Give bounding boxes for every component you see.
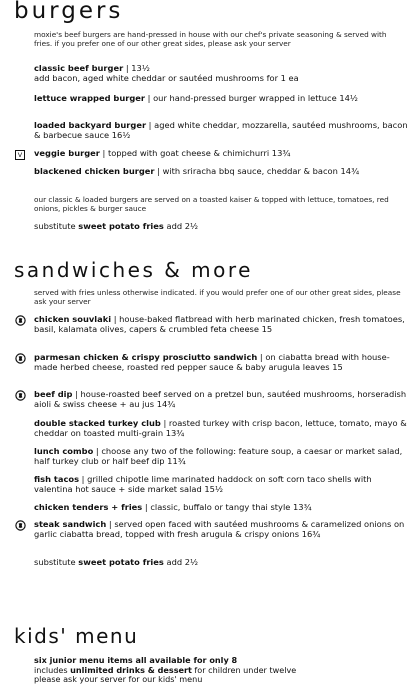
peanut-icon <box>15 353 25 363</box>
item-name: parmesan chicken & crispy prosciutto sandwich <box>34 352 258 362</box>
item-price: 15½ <box>204 484 224 495</box>
menu-item-double-stacked-turkey-club <box>34 418 408 438</box>
kids-line2-suffix: for children under twelve <box>191 664 297 675</box>
peanut-icon <box>15 315 25 325</box>
item-separator: | <box>93 446 102 456</box>
sandwiches-substitute-note <box>34 557 408 567</box>
item-name: steak sandwich <box>34 519 107 529</box>
burgers-note: our classic & loaded burgers are served on a toasted kaiser & topped with lettuce, tomatoes, red onions, pickles & burger sauce <box>34 195 389 214</box>
item-separator: | <box>160 418 169 428</box>
sandwiches-intro: served with fries unless otherwise indicated. if you would prefer one of our other great sides, please ask your server <box>34 288 401 307</box>
burgers-intro: moxie's beef burgers are hand-pressed in house with our chef's private seasoning & served with fries. if you prefer one of our other great sides, please ask your server <box>34 30 387 49</box>
menu-item-fish-tacos <box>34 474 408 494</box>
item-separator: | <box>99 148 108 158</box>
item-description: house-roasted beef served on a pretzel bun, sautéed mushrooms, horseradish aioli & swiss cheese + au jus <box>34 389 407 410</box>
menu-item-classic-beef-burger <box>34 63 408 83</box>
item-price: 13¾ <box>271 148 291 158</box>
sandwiches-section-title: sandwiches & more <box>14 258 253 282</box>
menu-item-veggie-burger <box>34 148 408 158</box>
item-price: 16½ <box>111 130 131 141</box>
item-description: add bacon, aged white cheddar or sautéed mushrooms for 1 ea <box>34 73 299 84</box>
menu-item-loaded-backyard-burger <box>34 120 408 140</box>
kids-line2-prefix: includes <box>34 664 71 675</box>
item-description: aged white cheddar, mozzarella, sautéed mushrooms, bacon & barbecue sauce <box>34 120 408 141</box>
item-description: classic, buffalo or tangy thai style <box>150 502 291 512</box>
item-price: 15 <box>332 362 343 373</box>
item-separator: | <box>145 93 154 103</box>
item-separator: | <box>79 474 88 484</box>
kids-line2-bold: unlimited drinks & dessert <box>70 664 192 675</box>
item-price: 15 <box>261 324 273 335</box>
item-description: grilled chipotle lime marinated haddock on soft corn taco shells with valentina hot sauce + side market salad <box>34 474 372 495</box>
item-separator: | <box>123 63 132 73</box>
substitute-prefix: substitute <box>34 221 79 231</box>
item-separator: | <box>154 166 163 176</box>
menu-item-beef-dip <box>34 389 408 409</box>
item-name: veggie burger <box>34 148 100 158</box>
item-name: lettuce wrapped burger <box>34 93 146 103</box>
kids-menu-section-title: kids' menu <box>14 624 139 648</box>
menu-item-steak-sandwich <box>34 519 408 539</box>
item-price: 16¾ <box>301 529 321 540</box>
substitute-prefix: substitute <box>34 557 79 567</box>
item-name: chicken tenders + fries <box>34 502 143 512</box>
item-separator: | <box>142 502 151 512</box>
menu-item-lettuce-wrapped-burger <box>34 93 408 103</box>
menu-item-blackened-chicken-burger <box>34 166 408 176</box>
item-description: served open faced with sautéed mushrooms & caramelized onions on garlic ciabatta bread, topped with fresh arugula & crispy onions <box>34 519 405 540</box>
peanut-icon <box>15 520 25 530</box>
item-description: with sriracha bbq sauce, cheddar & bacon <box>162 166 338 176</box>
item-name: fish tacos <box>34 474 80 484</box>
item-separator: | <box>106 519 115 529</box>
item-separator: | <box>257 352 266 362</box>
item-name: chicken souvlaki <box>34 314 112 324</box>
item-separator: | <box>146 120 155 130</box>
menu-item-chicken-souvlaki <box>34 314 408 334</box>
menu-item-lunch-combo <box>34 446 408 466</box>
substitute-price: add 2½ <box>163 221 199 231</box>
item-price: 13¾ <box>293 502 312 512</box>
item-price: 14½ <box>339 93 358 103</box>
item-description: our hand-pressed burger wrapped in lettuce <box>153 93 337 103</box>
item-description: topped with goat cheese & chimichurri <box>107 148 270 158</box>
vegetarian-icon: V <box>15 150 25 160</box>
item-separator: | <box>72 389 81 399</box>
menu-item-parmesan-chicken-sandwich <box>34 352 408 372</box>
item-name: double stacked turkey club <box>34 418 161 428</box>
substitute-item: sweet potato fries <box>78 557 164 567</box>
item-separator: | <box>111 314 120 324</box>
item-name: beef dip <box>34 389 73 399</box>
item-description: roasted turkey with crisp bacon, lettuce, tomato, mayo & cheddar on toasted multi-grain <box>34 418 407 439</box>
burgers-section-title: burgers <box>14 0 124 24</box>
item-name: blackened chicken burger <box>34 166 155 176</box>
item-name: loaded backyard burger <box>34 120 147 130</box>
item-name: classic beef burger <box>34 63 124 73</box>
item-price: 13½ <box>131 63 150 73</box>
item-price: 13¾ <box>165 428 185 439</box>
item-description: house-baked flatbread with herb marinated chicken, fresh tomatoes, basil, kalamata olives, capers & crumbled feta cheese <box>34 314 405 335</box>
item-price: 11¾ <box>167 456 186 467</box>
peanut-icon <box>15 390 25 400</box>
kids-menu-ask-server: please ask your server for our kids' menu <box>34 674 203 685</box>
item-name: lunch combo <box>34 446 94 456</box>
item-description: on ciabatta bread with house-made herbed cheese, roasted red pepper sauce & baby arugula leaves <box>34 352 390 373</box>
item-description: choose any two of the following: feature soup, a caesar or market salad, half turkey club or half beef dip <box>34 446 403 467</box>
item-price: 14¾ <box>156 399 176 410</box>
substitute-price: add 2½ <box>163 557 199 567</box>
kids-menu-offer: six junior menu items all available for only 8 <box>34 655 238 665</box>
item-price: 14¾ <box>340 166 360 176</box>
burgers-substitute-note <box>34 221 408 231</box>
menu-item-chicken-tenders <box>34 502 408 512</box>
kids-menu-details <box>34 656 408 685</box>
substitute-item: sweet potato fries <box>78 221 164 231</box>
